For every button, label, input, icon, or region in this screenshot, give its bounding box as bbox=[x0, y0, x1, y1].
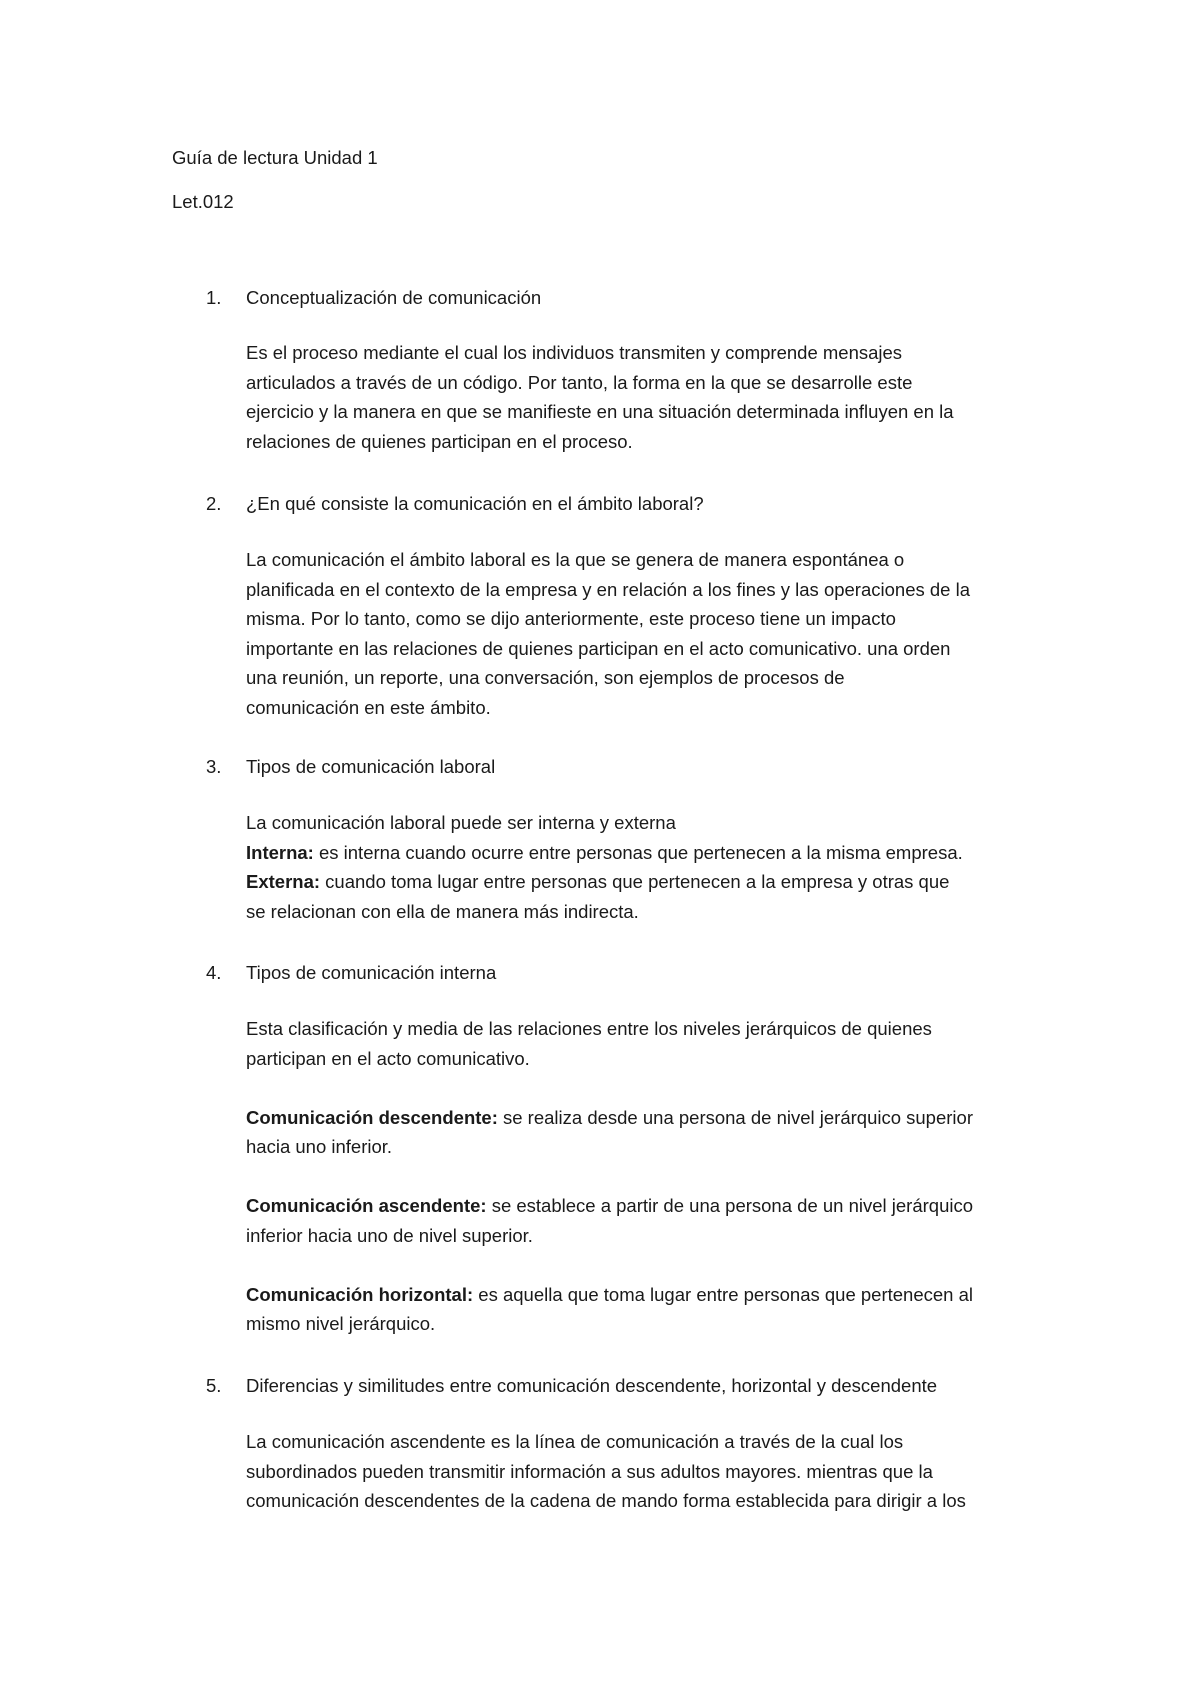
term-label: Comunicación horizontal: bbox=[246, 1283, 474, 1305]
section-4-body bbox=[246, 1014, 1046, 1339]
paragraph-line: relaciones de quienes participan en el proceso. bbox=[246, 430, 633, 452]
paragraph-line: hacia uno inferior. bbox=[246, 1136, 393, 1157]
paragraph-line: importante en las relaciones de quienes participan en el acto comunicativo. una orden bbox=[246, 637, 951, 659]
definition-text: es interna cuando ocurre entre personas que pertenecen a la misma empresa. bbox=[313, 841, 963, 863]
paragraph-line: Es el proceso mediante el cual los individuos transmiten y comprende mensajes bbox=[246, 342, 903, 363]
section-2-body bbox=[246, 545, 1046, 722]
term-label: Interna: bbox=[246, 841, 314, 863]
section-3-body bbox=[246, 808, 1046, 926]
definition-horizontal bbox=[246, 1280, 1046, 1310]
section-heading: Tipos de comunicación interna bbox=[246, 962, 497, 983]
section-heading: ¿En qué consiste la comunicación en el ámbito laboral? bbox=[246, 493, 704, 514]
document-title: Guía de lectura Unidad 1 bbox=[172, 147, 378, 168]
section-number: 1. bbox=[206, 287, 222, 308]
definition-text: se establece a partir de una persona de un nivel jerárquico bbox=[486, 1195, 974, 1216]
definition-text: se realiza desde una persona de nivel jerárquico superior bbox=[497, 1106, 973, 1128]
paragraph-line: ejercicio y la manera en que se manifieste en una situación determinada influyen en la bbox=[246, 401, 954, 422]
section-number: 3. bbox=[206, 756, 222, 777]
definition-ascendente bbox=[246, 1191, 1046, 1221]
document-code: Let.012 bbox=[172, 191, 234, 212]
paragraph-line: se relacionan con ella de manera más indirecta. bbox=[246, 900, 639, 922]
paragraph-line: Esta clasificación y media de las relaciones entre los niveles jerárquicos de quienes bbox=[246, 1018, 932, 1039]
definition-interna bbox=[246, 838, 1046, 868]
paragraph-line: La comunicación el ámbito laboral es la que se genera de manera espontánea o bbox=[246, 549, 905, 570]
term-label: Externa: bbox=[246, 871, 321, 892]
section-5-body bbox=[246, 1427, 1046, 1516]
term-label: Comunicación ascendente: bbox=[246, 1195, 487, 1216]
paragraph-line: planificada en el contexto de la empresa y en relación a los fines y las operaciones de la bbox=[246, 578, 970, 600]
paragraph-line: inferior hacia uno de nivel superior. bbox=[246, 1224, 533, 1246]
section-heading: Diferencias y similitudes entre comunicación descendente, horizontal y descendente bbox=[246, 1375, 938, 1396]
section-number: 5. bbox=[206, 1375, 222, 1396]
definition-text: es aquella que toma lugar entre personas que pertenecen al bbox=[473, 1283, 973, 1305]
paragraph-line: misma. Por lo tanto, como se dijo anteriormente, este proceso tiene un impacto bbox=[246, 608, 896, 629]
section-1-body bbox=[246, 338, 1046, 456]
paragraph-line: comunicación descendentes de la cadena de mando forma establecida para dirigir a los bbox=[246, 1490, 966, 1511]
section-number: 4. bbox=[206, 962, 222, 983]
paragraph-line: mismo nivel jerárquico. bbox=[246, 1313, 436, 1334]
section-heading: Tipos de comunicación laboral bbox=[246, 756, 496, 777]
section-heading: Conceptualización de comunicación bbox=[246, 287, 542, 308]
section-number: 2. bbox=[206, 493, 222, 514]
paragraph-line: participan en el acto comunicativo. bbox=[246, 1047, 530, 1069]
term-label: Comunicación descendente: bbox=[246, 1106, 498, 1128]
paragraph-line: articulados a través de un código. Por tanto, la forma en la que se desarrolle este bbox=[246, 371, 913, 393]
paragraph-line: una reunión, un reporte, una conversación, son ejemplos de procesos de bbox=[246, 667, 845, 688]
paragraph-line: subordinados pueden transmitir información a sus adultos mayores. mientras que la bbox=[246, 1460, 933, 1482]
definition-text: cuando toma lugar entre personas que pertenecen a la empresa y otras que bbox=[320, 871, 950, 892]
paragraph-line: La comunicación ascendente es la línea de comunicación a través de la cual los bbox=[246, 1431, 904, 1452]
paragraph-line: La comunicación laboral puede ser interna y externa bbox=[246, 812, 676, 833]
definition-externa bbox=[246, 867, 1046, 897]
paragraph-line: comunicación en este ámbito. bbox=[246, 696, 491, 718]
definition-descendente bbox=[246, 1103, 1046, 1133]
